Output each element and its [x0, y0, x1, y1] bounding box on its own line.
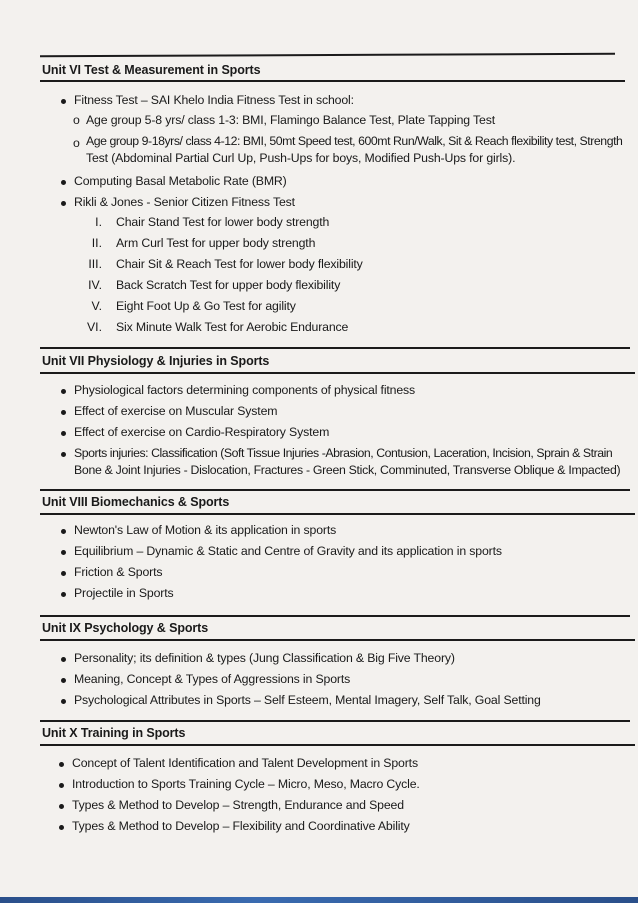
roman-numeral: V. — [91, 299, 102, 313]
bullet-dot — [61, 678, 66, 683]
section-rule — [40, 53, 615, 57]
unit-x-item: Types & Method to Develop – Flexibility and Coordinative Ability — [72, 819, 410, 833]
roman-item: Six Minute Walk Test for Aerobic Endurance — [116, 320, 349, 334]
section-rule — [40, 615, 630, 617]
sub-bullet: o — [73, 113, 80, 127]
section-rule — [40, 489, 630, 491]
unit-vii-item: Sports injuries: Classification (Soft Tissue Injuries -Abrasion, Contusion, Laceration, Incision, Sprain & Strain — [74, 446, 613, 460]
bullet-dot — [61, 410, 66, 415]
page-bottom-band — [0, 897, 638, 903]
unit-vii-item: Physiological factors determining components of physical fitness — [74, 383, 416, 397]
sub-bullet: o — [73, 136, 80, 150]
bullet-dot — [61, 431, 66, 436]
unit-vi-item: Fitness Test – SAI Khelo India Fitness Test in school: — [74, 93, 354, 107]
unit-ix-item: Psychological Attributes in Sports – Self Esteem, Mental Imagery, Self Talk, Goal Setting — [74, 693, 541, 707]
bullet-dot — [59, 804, 64, 809]
bullet-dot — [61, 389, 66, 394]
section-rule — [40, 720, 630, 722]
section-rule — [40, 80, 625, 82]
bullet-dot — [61, 99, 66, 104]
unit-vi-item: Computing Basal Metabolic Rate (BMR) — [74, 174, 287, 188]
bullet-dot — [61, 571, 66, 576]
roman-item: Chair Stand Test for lower body strength — [116, 215, 330, 229]
unit-x-item: Concept of Talent Identification and Talent Development in Sports — [72, 756, 418, 770]
bullet-dot — [61, 550, 66, 555]
bullet-dot — [59, 825, 64, 830]
unit-x-item: Types & Method to Develop – Strength, Endurance and Speed — [72, 798, 404, 812]
unit-vi-subitem: Age group 5-8 yrs/ class 1-3: BMI, Flamingo Balance Test, Plate Tapping Test — [86, 113, 495, 127]
unit-viii-item: Friction & Sports — [74, 565, 163, 579]
bullet-dot — [61, 657, 66, 662]
roman-numeral: VI. — [86, 320, 102, 334]
roman-numeral: III. — [88, 257, 102, 271]
unit-x-title: Unit X Training in Sports — [42, 726, 186, 740]
unit-viii-title: Unit VIII Biomechanics & Sports — [42, 495, 230, 509]
bullet-dot — [61, 201, 66, 206]
bullet-dot — [59, 783, 64, 788]
unit-vii-item: Effect of exercise on Muscular System — [74, 404, 278, 418]
unit-vii-item: Effect of exercise on Cardio-Respiratory System — [74, 425, 330, 439]
section-rule — [40, 372, 635, 374]
unit-ix-title: Unit IX Psychology & Sports — [42, 621, 209, 635]
bullet-dot — [61, 452, 66, 457]
bullet-dot — [61, 592, 66, 597]
unit-vii-item: Bone & Joint Injuries - Dislocation, Fractures - Green Stick, Comminuted, Transverse Oblique & Impacted) — [74, 463, 621, 477]
unit-vii-title: Unit VII Physiology & Injuries in Sports — [42, 354, 270, 368]
section-rule — [40, 347, 630, 349]
unit-x-item: Introduction to Sports Training Cycle – Micro, Meso, Macro Cycle. — [72, 777, 420, 791]
unit-viii-item: Projectile in Sports — [74, 586, 174, 600]
roman-item: Chair Sit & Reach Test for lower body flexibility — [116, 257, 363, 271]
roman-numeral: IV. — [88, 278, 102, 292]
section-rule — [40, 513, 635, 515]
bullet-dot — [61, 529, 66, 534]
roman-item: Eight Foot Up & Go Test for agility — [116, 299, 296, 313]
unit-vi-title: Unit VI Test & Measurement in Sports — [42, 63, 261, 77]
unit-ix-item: Personality; its definition & types (Jung Classification & Big Five Theory) — [74, 651, 455, 665]
roman-numeral: I. — [95, 215, 102, 229]
unit-viii-item: Newton's Law of Motion & its application in sports — [74, 523, 337, 537]
roman-item: Back Scratch Test for upper body flexibility — [116, 278, 341, 292]
roman-item: Arm Curl Test for upper body strength — [116, 236, 316, 250]
bullet-dot — [61, 699, 66, 704]
unit-vi-item: Rikli & Jones - Senior Citizen Fitness Test — [74, 195, 295, 209]
section-rule — [40, 639, 635, 641]
unit-ix-item: Meaning, Concept & Types of Aggressions in Sports — [74, 672, 351, 686]
unit-vi-subitem: Test (Abdominal Partial Curl Up, Push-Ups for boys, Modified Push-Ups for girls). — [86, 151, 516, 165]
unit-viii-item: Equilibrium – Dynamic & Static and Centre of Gravity and its application in sports — [74, 544, 502, 558]
section-rule — [40, 744, 635, 746]
bullet-dot — [59, 762, 64, 767]
unit-vi-subitem: Age group 9-18yrs/ class 4-12: BMI, 50mt Speed test, 600mt Run/Walk, Sit & Reach flexibility test, Strength — [86, 134, 623, 148]
bullet-dot — [61, 180, 66, 185]
roman-numeral: II. — [91, 236, 102, 250]
